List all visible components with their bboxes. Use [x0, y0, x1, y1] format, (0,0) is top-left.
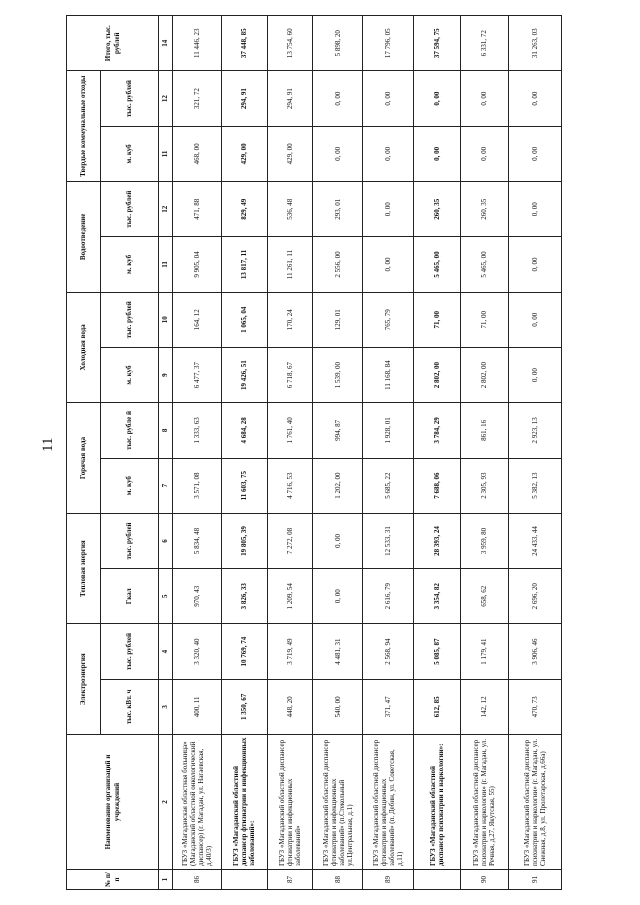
- row-value: 0, 00: [509, 292, 562, 347]
- row-value: 3 826, 33: [221, 569, 268, 624]
- row-value: 11 261, 11: [268, 237, 313, 292]
- table-row: [312, 16, 363, 890]
- row-value: 71, 00: [414, 292, 461, 347]
- header-unit: тыс. рублей: [101, 71, 159, 126]
- row-value: 1 539, 00: [312, 347, 363, 402]
- header-unit: тыс. рублей: [101, 292, 159, 347]
- row-value: 0, 00: [509, 347, 562, 402]
- row-value: 7 688, 06: [414, 458, 461, 513]
- row-name: ГБУЗ «Магаданский областной диспансер фтизиатрии и инфекционных заболеваний» (п.Стекольный ул.Центральная, д.1): [312, 735, 363, 870]
- column-index: 5: [159, 569, 173, 624]
- row-value: 28 393, 24: [414, 513, 461, 568]
- row-value: 129, 01: [312, 292, 363, 347]
- row-value: 471, 88: [173, 182, 222, 237]
- column-index: 2: [159, 735, 173, 870]
- row-value: 429, 00: [221, 126, 268, 181]
- utilities-table: [66, 15, 562, 890]
- header-unit: тыс. рублей: [101, 182, 159, 237]
- row-value: 19 805, 39: [221, 513, 268, 568]
- page-number: 11: [40, 437, 56, 452]
- row-value: 170, 24: [268, 292, 313, 347]
- row-value: 321, 72: [173, 71, 222, 126]
- row-value: 10 769, 74: [221, 624, 268, 679]
- row-name: ГБУЗ «Магаданский областной диспансер фтизиатрии и инфекционных заболеваний»: [268, 735, 313, 870]
- row-number: [414, 870, 461, 890]
- row-value: 24 433, 44: [509, 513, 562, 568]
- row-value: 7 272, 08: [268, 513, 313, 568]
- row-value: 293, 01: [312, 182, 363, 237]
- column-index: 12: [159, 71, 173, 126]
- row-value: 5 898, 20: [312, 16, 363, 71]
- row-value: 2 696, 20: [509, 569, 562, 624]
- row-value: 5 465, 00: [414, 237, 461, 292]
- column-index: 4: [159, 624, 173, 679]
- row-value: 0, 00: [509, 182, 562, 237]
- row-value: 2 568, 94: [363, 624, 414, 679]
- header-unit: м. куб: [101, 237, 159, 292]
- row-number: 87: [268, 870, 313, 890]
- row-value: 5 465, 00: [460, 237, 509, 292]
- header-unit: тыс. кВт. ч: [101, 679, 159, 734]
- table-row: [173, 16, 222, 890]
- column-index: 11: [159, 126, 173, 181]
- row-value: 17 796, 05: [363, 16, 414, 71]
- table-row-subtotal: [414, 16, 461, 890]
- row-value: 37 448, 85: [221, 16, 268, 71]
- row-value: 0, 00: [414, 71, 461, 126]
- column-index: 11: [159, 237, 173, 292]
- row-value: 12 533, 31: [363, 513, 414, 568]
- row-value: 5 085, 87: [414, 624, 461, 679]
- row-value: 4 716, 53: [268, 458, 313, 513]
- row-value: 3 959, 80: [460, 513, 509, 568]
- row-value: 0, 00: [363, 126, 414, 181]
- row-number: 90: [460, 870, 509, 890]
- row-value: 994, 87: [312, 403, 363, 458]
- header-unit: м. куб: [101, 458, 159, 513]
- table-row: [363, 16, 414, 890]
- row-value: 371, 47: [363, 679, 414, 734]
- header-group-sewerage: Водоотведение: [67, 182, 101, 293]
- row-value: 829, 49: [221, 182, 268, 237]
- row-name: ГБУЗ «Магаданский областной диспансер фтизиатрии и инфекционных заболеваний» (п. Дебин, ул. Советская, д.11): [363, 735, 414, 870]
- header-unit: м. куб: [101, 347, 159, 402]
- row-value: 37 594, 75: [414, 16, 461, 71]
- row-value: 3 354, 82: [414, 569, 461, 624]
- row-value: 294, 91: [221, 71, 268, 126]
- row-value: 1 065, 04: [221, 292, 268, 347]
- row-value: 164, 12: [173, 292, 222, 347]
- row-value: 448, 20: [268, 679, 313, 734]
- row-value: 11 446, 23: [173, 16, 222, 71]
- row-value: 2 802, 00: [460, 347, 509, 402]
- row-value: 5 834, 48: [173, 513, 222, 568]
- table-row-subtotal: [221, 16, 268, 890]
- row-value: 970, 43: [173, 569, 222, 624]
- row-value: 0, 00: [312, 71, 363, 126]
- header-group-electricity: Электроэнергия: [67, 624, 101, 735]
- row-value: 13 754, 60: [268, 16, 313, 71]
- row-value: 400, 11: [173, 679, 222, 734]
- row-value: 5 382, 13: [509, 458, 562, 513]
- row-value: 2 802, 00: [414, 347, 461, 402]
- row-value: 3 719, 49: [268, 624, 313, 679]
- row-value: 260, 35: [460, 182, 509, 237]
- row-name: ГБУЗ «Магаданский областной диспансер психиатрии и наркологии» (г. Магадан, ул. Снежная, д.8, ул. Пролетарская, д.66а): [509, 735, 562, 870]
- column-index: 14: [159, 16, 173, 71]
- row-value: 3 320, 40: [173, 624, 222, 679]
- column-index: 7: [159, 458, 173, 513]
- header-group-heat: Тепловая энергия: [67, 513, 101, 624]
- row-value: 0, 00: [509, 126, 562, 181]
- row-value: 31 263, 03: [509, 16, 562, 71]
- header-unit: м. куб: [101, 126, 159, 181]
- table-row: [509, 16, 562, 890]
- row-value: 765, 79: [363, 292, 414, 347]
- row-value: 1 761, 40: [268, 403, 313, 458]
- row-number: 88: [312, 870, 363, 890]
- row-value: 0, 00: [509, 71, 562, 126]
- row-number: 89: [363, 870, 414, 890]
- row-value: 470, 73: [509, 679, 562, 734]
- row-name: ГБУЗ «Магаданский областной диспансер фтизиатрии и инфекционных заболеваний»:: [221, 735, 268, 870]
- header-unit: тыс. рублей: [101, 513, 159, 568]
- row-value: 11 603, 75: [221, 458, 268, 513]
- header-group-solid-waste: Твердые коммунальные отходы: [67, 71, 101, 182]
- row-value: 0, 00: [312, 513, 363, 568]
- row-value: 429, 00: [268, 126, 313, 181]
- column-index: 12: [159, 182, 173, 237]
- row-value: 3 571, 08: [173, 458, 222, 513]
- row-value: 0, 00: [509, 237, 562, 292]
- row-value: 1 202, 00: [312, 458, 363, 513]
- row-value: 13 817, 11: [221, 237, 268, 292]
- row-name: ГБУЗ «Магаданский областной диспансер психиатрии и наркологии»:: [414, 735, 461, 870]
- column-index: 6: [159, 513, 173, 568]
- row-value: 1 179, 41: [460, 624, 509, 679]
- column-index: 3: [159, 679, 173, 734]
- header-unit: тыс. рублей: [101, 624, 159, 679]
- row-value: 0, 00: [460, 71, 509, 126]
- row-value: 1 350, 67: [221, 679, 268, 734]
- row-value: 9 905, 04: [173, 237, 222, 292]
- header-no: № п/п: [67, 870, 159, 890]
- row-value: 260, 35: [414, 182, 461, 237]
- row-value: 142, 12: [460, 679, 509, 734]
- row-number: 86: [173, 870, 222, 890]
- table-row: [268, 16, 313, 890]
- row-value: 294, 91: [268, 71, 313, 126]
- row-value: 2 923, 13: [509, 403, 562, 458]
- row-number: 91: [509, 870, 562, 890]
- row-value: 0, 00: [363, 71, 414, 126]
- row-value: 2 616, 79: [363, 569, 414, 624]
- header-group-hot-water: Горячая вода: [67, 403, 101, 514]
- column-index: 10: [159, 292, 173, 347]
- row-value: 536, 48: [268, 182, 313, 237]
- header-name: Наименование организаций и учреждений: [67, 735, 159, 870]
- row-value: 5 685, 22: [363, 458, 414, 513]
- row-value: 1 928, 01: [363, 403, 414, 458]
- row-value: 6 331, 72: [460, 16, 509, 71]
- column-index: 8: [159, 403, 173, 458]
- row-value: 2 556, 00: [312, 237, 363, 292]
- header-total: Итого, тыс. рублей: [67, 16, 159, 71]
- row-value: 6 477, 37: [173, 347, 222, 402]
- row-value: 2 305, 93: [460, 458, 509, 513]
- row-value: 540, 00: [312, 679, 363, 734]
- row-value: 1 333, 63: [173, 403, 222, 458]
- row-name: ГБУЗ «Магаданская областная больница» (Магаданский областной онкологический диспансер) (г. Магадан, ул. Нагаевская, д.40/3): [173, 735, 222, 870]
- column-index: 1: [159, 870, 173, 890]
- header-group-cold-water: Холодная вода: [67, 292, 101, 403]
- row-name: ГБУЗ «Магаданский областной диспансер психиатрии и наркологии» (г. Магадан, ул. Речная, д.27, Якутская, 55): [460, 735, 509, 870]
- row-value: 0, 00: [312, 569, 363, 624]
- rotated-table-wrap: [66, 15, 562, 890]
- row-value: 1 209, 54: [268, 569, 313, 624]
- header-unit: тыс. рубле й: [101, 403, 159, 458]
- row-value: 6 718, 67: [268, 347, 313, 402]
- table-row: [460, 16, 509, 890]
- header-unit: Гкал: [101, 569, 159, 624]
- row-value: 0, 00: [312, 126, 363, 181]
- row-value: 0, 00: [363, 237, 414, 292]
- row-value: 3 784, 29: [414, 403, 461, 458]
- row-value: 4 481, 31: [312, 624, 363, 679]
- row-value: 19 426, 51: [221, 347, 268, 402]
- row-value: 4 684, 28: [221, 403, 268, 458]
- row-value: 3 906, 46: [509, 624, 562, 679]
- row-value: 612, 85: [414, 679, 461, 734]
- row-value: 0, 00: [363, 182, 414, 237]
- row-value: 11 168, 84: [363, 347, 414, 402]
- row-number: [221, 870, 268, 890]
- row-value: 468, 00: [173, 126, 222, 181]
- row-value: 0, 00: [414, 126, 461, 181]
- column-index: 9: [159, 347, 173, 402]
- row-value: 0, 00: [460, 126, 509, 181]
- row-value: 71, 00: [460, 292, 509, 347]
- row-value: 861, 16: [460, 403, 509, 458]
- row-value: 658, 62: [460, 569, 509, 624]
